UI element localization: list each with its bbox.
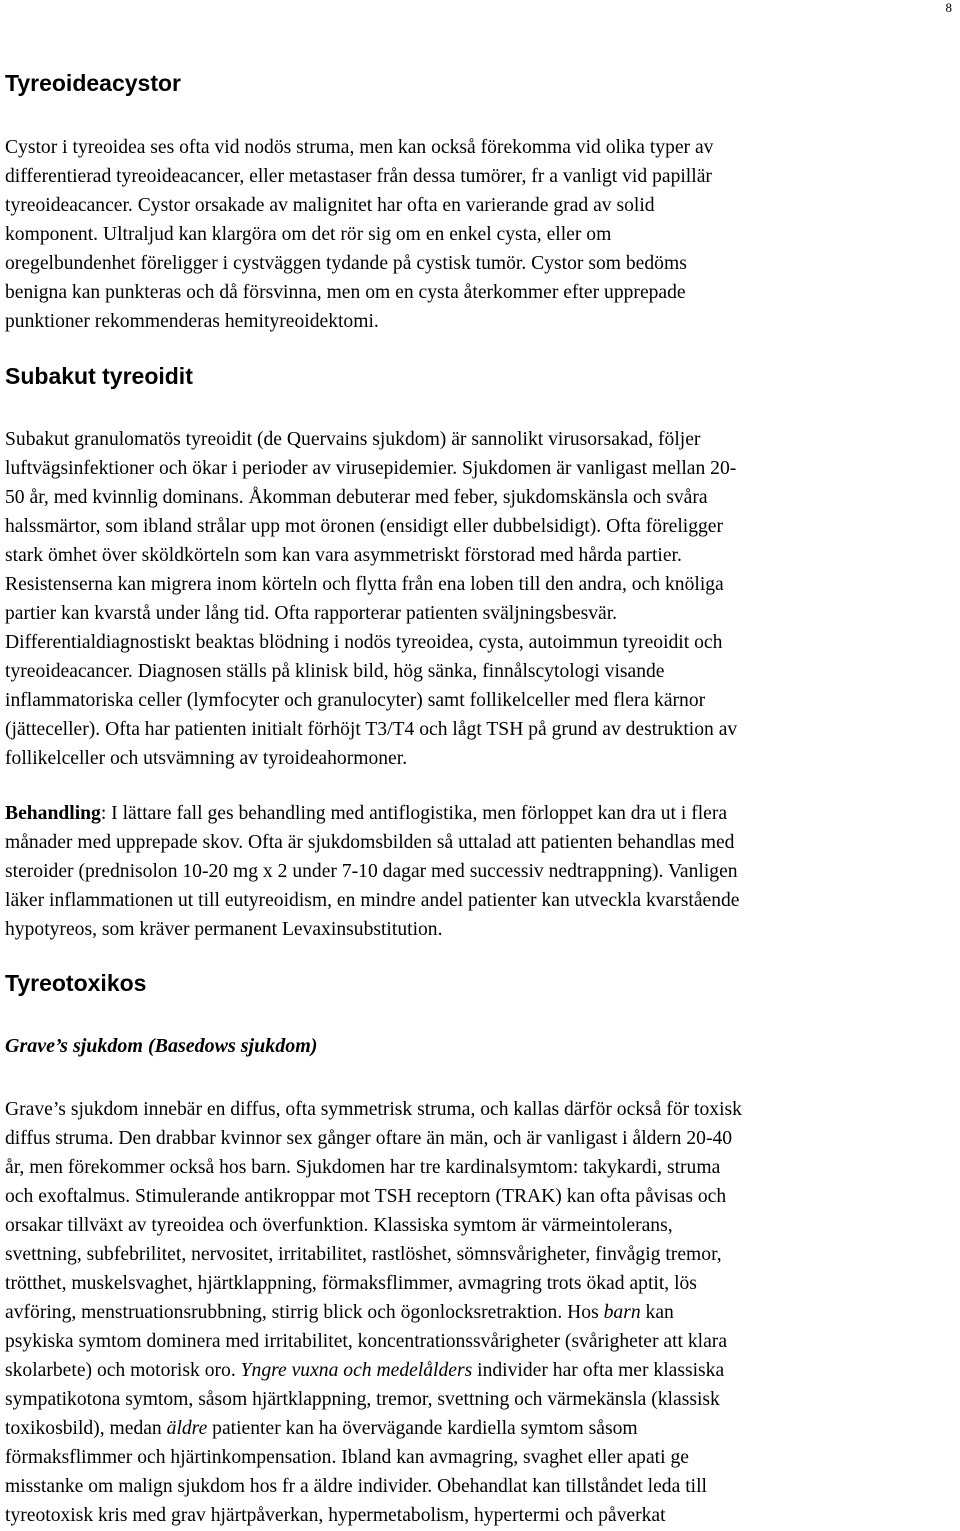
text-line bbox=[5, 799, 957, 828]
text-line bbox=[5, 1356, 957, 1385]
line-part: skolarbete) och motorisk oro. bbox=[5, 1360, 241, 1381]
italic-phrase: Yngre vuxna och medelålders bbox=[240, 1360, 473, 1381]
line-part: kan bbox=[640, 1302, 674, 1323]
subheading-graves: Grave’s sjukdom (Basedows sjukdom) bbox=[5, 1035, 318, 1057]
line-part: individer har ofta mer klassiska bbox=[472, 1360, 725, 1381]
text-line: förmaksflimmer och hjärtinkompensation. Ibland kan avmagring, svaghet eller apati ge bbox=[5, 1447, 689, 1468]
text-line: läker inflammationen ut till eutyreoidism, en mindre andel patienter kan utveckla kvarstående bbox=[5, 890, 740, 911]
heading-subakut-tyreoidit: Subakut tyreoidit bbox=[5, 363, 193, 389]
text-line: Subakut granulomatös tyreoidit (de Quervains sjukdom) är sannolikt virusorsakad, följer bbox=[5, 429, 701, 450]
line-part: toxikosbild), medan bbox=[5, 1418, 167, 1439]
text-line: komponent. Ultraljud kan klargöra om det rör sig om en enkel cysta, eller om bbox=[5, 224, 612, 245]
text-line: hypotyreos, som kräver permanent Levaxinsubstitution. bbox=[5, 919, 443, 940]
text-line: (jätteceller). Ofta har patienten initialt förhöjt T3/T4 och lågt TSH på grund av destruktion av bbox=[5, 719, 738, 740]
paragraph-subakut-tyreoidit bbox=[5, 425, 957, 773]
text-line: 50 år, med kvinnlig dominans. Åkomman debuterar med feber, sjukdomskänsla och svåra bbox=[5, 487, 708, 508]
page-number: 8 bbox=[945, 0, 952, 15]
heading-tyreotoxikos: Tyreotoxikos bbox=[5, 970, 147, 996]
text-line: steroider (prednisolon 10-20 mg x 2 under 7-10 dagar med successiv nedtrappning). Vanligen bbox=[5, 861, 738, 882]
text-line: Resistenserna kan migrera inom körteln och flytta från ena loben till den andra, och knöliga bbox=[5, 574, 724, 595]
text-line: inflammatoriska celler (lymfocyter och granulocyter) samt follikelceller med flera kärnor bbox=[5, 690, 706, 711]
paragraph-tyreoideacystor bbox=[5, 133, 957, 336]
text-line: psykiska symtom dominera med irritabilitet, koncentrationssvårigheter (svårigheter att klara bbox=[5, 1331, 728, 1352]
line-part: Hos bbox=[562, 1302, 604, 1323]
text-line: Differentialdiagnostiskt beaktas blödning i nodös tyreoidea, cysta, autoimmun tyreoidit och bbox=[5, 632, 723, 653]
line-part: patienter kan ha övervägande kardiella symtom såsom bbox=[207, 1418, 638, 1439]
text-line bbox=[5, 1414, 957, 1443]
text-line: orsakar tillväxt av tyreoidea och överfunktion. Klassiska symtom är värmeintolerans, bbox=[5, 1215, 673, 1236]
text-line: Grave’s sjukdom innebär en diffus, ofta symmetrisk struma, och kallas därför också för toxisk bbox=[5, 1099, 742, 1120]
text-line: och exoftalmus. Stimulerande antikroppar mot TSH receptorn (TRAK) kan ofta påvisas och bbox=[5, 1186, 727, 1207]
text-line: Cystor i tyreoidea ses ofta vid nodös struma, men kan också förekomma vid olika typer av bbox=[5, 137, 714, 158]
text-line: månader med upprepade skov. Ofta är sjukdomsbilden så uttalad att patienten behandlas med bbox=[5, 832, 735, 853]
paragraph-behandling bbox=[5, 799, 957, 944]
text-line: trötthet, muskelsvaghet, hjärtklappning, förmaksflimmer, avmagring trots ökad aptit, lös bbox=[5, 1273, 697, 1294]
text-line: tyreoideacancer. Diagnosen ställs på klinisk bild, hög sänka, finnålscytologi visande bbox=[5, 661, 665, 682]
text-line: sympatikotona symtom, såsom hjärtklappning, tremor, svettning och värmekänsla (klassisk bbox=[5, 1389, 720, 1410]
text-line: benigna kan punkteras och då försvinna, men om en cysta återkommer efter upprepade bbox=[5, 282, 686, 303]
italic-word: äldre bbox=[166, 1418, 208, 1439]
text-line: tyreotoxisk kris med grav hjärtpåverkan, hypermetabolism, hypertermi och påverkat bbox=[5, 1505, 666, 1526]
paragraph-graves bbox=[5, 1095, 957, 1530]
text-line bbox=[5, 1298, 957, 1327]
text-line: halssmärtor, som ibland strålar upp mot öronen (ensidigt eller dubbelsidigt). Ofta föreligger bbox=[5, 516, 724, 537]
text-line: tyreoideacancer. Cystor orsakade av malignitet har ofta en varierande grad av solid bbox=[5, 195, 655, 216]
text-line: follikelceller och utsvämning av tyroideahormoner. bbox=[5, 748, 408, 769]
behandling-first-line: : I lättare fall ges behandling med antiflogistika, men förloppet kan dra ut i flera bbox=[100, 803, 728, 824]
text-line: partier kan kvarstå under lång tid. Ofta rapporterar patienten sväljningsbesvär. bbox=[5, 603, 618, 624]
text-line: luftvägsinfektioner och ökar i perioder av virusepidemier. Sjukdomen är vanligast mellan 20- bbox=[5, 458, 737, 479]
text-line: år, men förekommer också hos barn. Sjukdomen har tre kardinalsymtom: takykardi, struma bbox=[5, 1157, 721, 1178]
text-line: diffus struma. Den drabbar kvinnor sex gånger oftare än män, och är vanligast i åldern 20-40 bbox=[5, 1128, 733, 1149]
line-part: avföring, menstruationsrubbning, stirrig blick och ögonlocksretraktion. bbox=[5, 1302, 563, 1323]
text-line: misstanke om malign sjukdom hos fr a äldre individer. Obehandlat kan tillståndet leda till bbox=[5, 1476, 707, 1497]
text-line: stark ömhet över sköldkörteln som kan vara asymmetriskt förstorad med hårda partier. bbox=[5, 545, 682, 566]
italic-word: barn bbox=[603, 1302, 641, 1323]
text-line: svettning, subfebrilitet, nervositet, irritabilitet, rastlöshet, sömnsvårigheter, finvågig tremor, bbox=[5, 1244, 722, 1265]
text-line: oregelbundenhet föreligger i cystväggen tydande på cystisk tumör. Cystor som bedöms bbox=[5, 253, 687, 274]
text-line: differentierad tyreoideacancer, eller metastaser från dessa tumörer, fr a vanligt vid papillär bbox=[5, 166, 712, 187]
heading-tyreoideacystor: Tyreoideacystor bbox=[5, 70, 181, 96]
behandling-label: Behandling bbox=[5, 803, 101, 824]
text-line: punktioner rekommenderas hemityreoidektomi. bbox=[5, 311, 379, 332]
